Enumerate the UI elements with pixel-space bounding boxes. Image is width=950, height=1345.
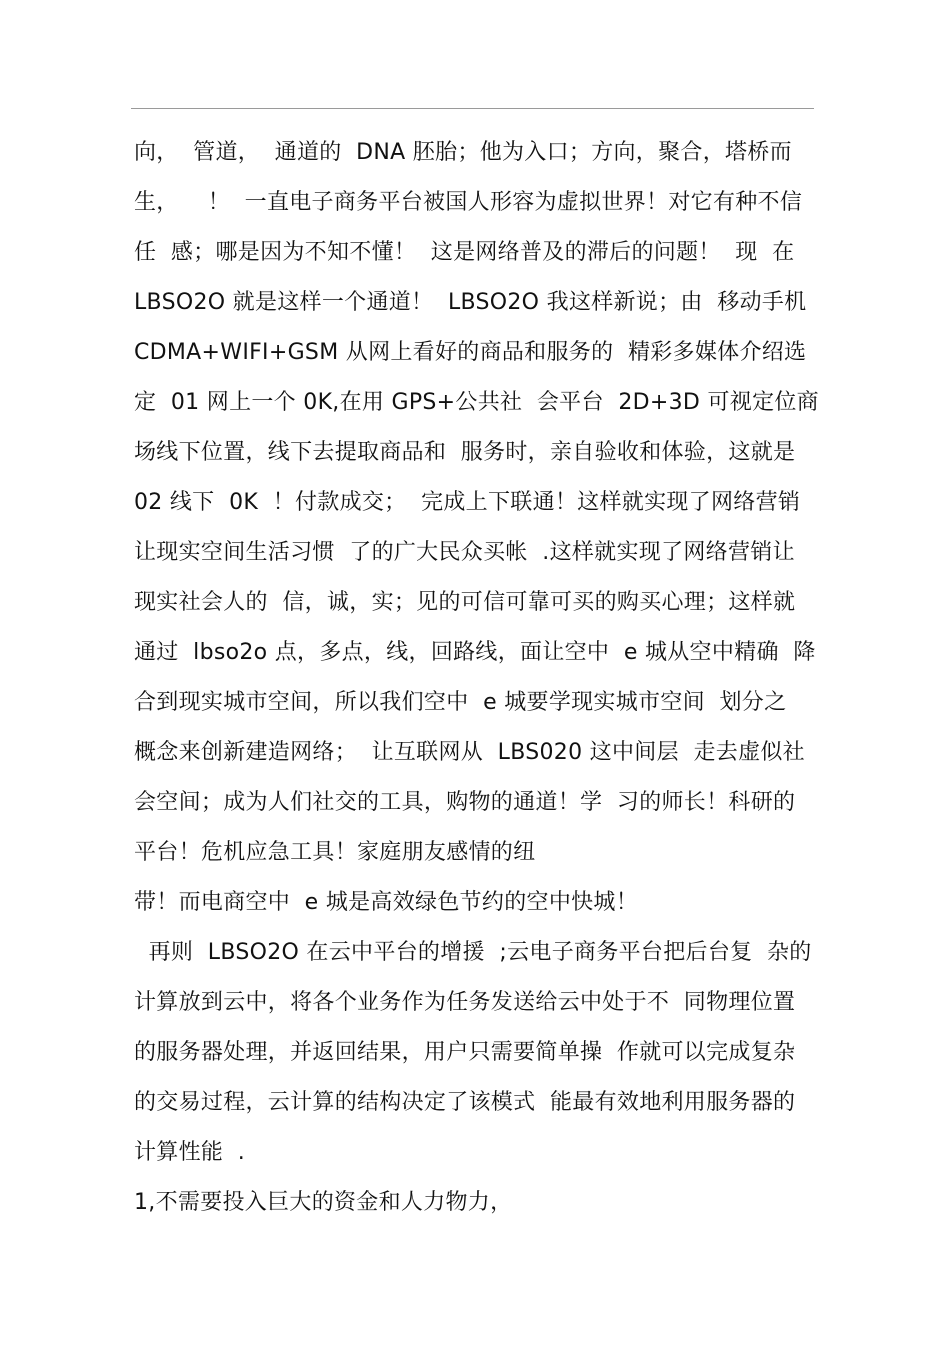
text-line: 再则 LBSO2O 在云中平台的增援 ;云电子商务平台把后台复 杂的 xyxy=(134,940,812,965)
text-line: 场线下位置，线下去提取商品和 服务时，亲自验收和体验，这就是 xyxy=(134,440,796,465)
text-line: 概念来创新建造网络； 让互联网从 LBS020 这中间层 走去虚似社 xyxy=(134,740,805,765)
text-line: 计算性能 . xyxy=(134,1140,246,1165)
text-line: 平台！危机应急工具！家庭朋友感情的纽 xyxy=(134,840,536,865)
text-line: 生， ！ 一直电子商务平台被国人形容为虚拟世界！对它有种不信 xyxy=(134,190,803,215)
text-line: 1,不需要投入巨大的资金和人力物力， xyxy=(134,1190,513,1215)
text-line: 02 线下 0K ！付款成交； 完成上下联通！这样就实现了网络营销 xyxy=(134,490,801,515)
text-line: LBSO2O 就是这样一个通道！ LBSO2O 我这样新说；由 移动手机 xyxy=(134,290,807,315)
text-line: 让现实空间生活习惯 了的广大民众买帐 .这样就实现了网络营销让 xyxy=(134,540,795,565)
text-line: 定 01 网上一个 0K,在用 GPS+公共社 会平台 2D+3D 可视定位商 xyxy=(134,390,819,415)
text-line: 现实社会人的 信，诚，实；见的可信可靠可买的购买心理；这样就 xyxy=(134,590,796,615)
header-rule xyxy=(131,108,814,109)
text-line: 的服务器处理，并返回结果，用户只需要简单操 作就可以完成复杂 xyxy=(134,1040,796,1065)
text-line: 的交易过程，云计算的结构决定了该模式 能最有效地利用服务器的 xyxy=(134,1090,796,1115)
text-line: CDMA+WIFI+GSM 从网上看好的商品和服务的 精彩多媒体介绍选 xyxy=(134,340,807,365)
text-line: 合到现实城市空间，所以我们空中 e 城要学现实城市空间 划分之 xyxy=(134,690,787,715)
text-line: 向， 管道， 通道的 DNA 胚胎；他为入口；方向，聚合，塔桥而 xyxy=(134,140,792,165)
text-line: 任 感；哪是因为不知不懂！ 这是网络普及的滞后的问题！ 现 在 xyxy=(134,240,795,265)
text-line: 带！而电商空中 e 城是高效绿色节约的空中快城！ xyxy=(134,890,639,915)
document-body xyxy=(134,128,824,1228)
text-line: 会空间；成为人们社交的工具，购物的通道！学 习的师长！科研的 xyxy=(134,790,796,815)
text-line: 通过 lbso2o 点，多点，线，回路线，面让空中 e 城从空中精确 降 xyxy=(134,640,816,665)
text-line: 计算放到云中，将各个业务作为任务发送给云中处于不 同物理位置 xyxy=(134,990,796,1015)
